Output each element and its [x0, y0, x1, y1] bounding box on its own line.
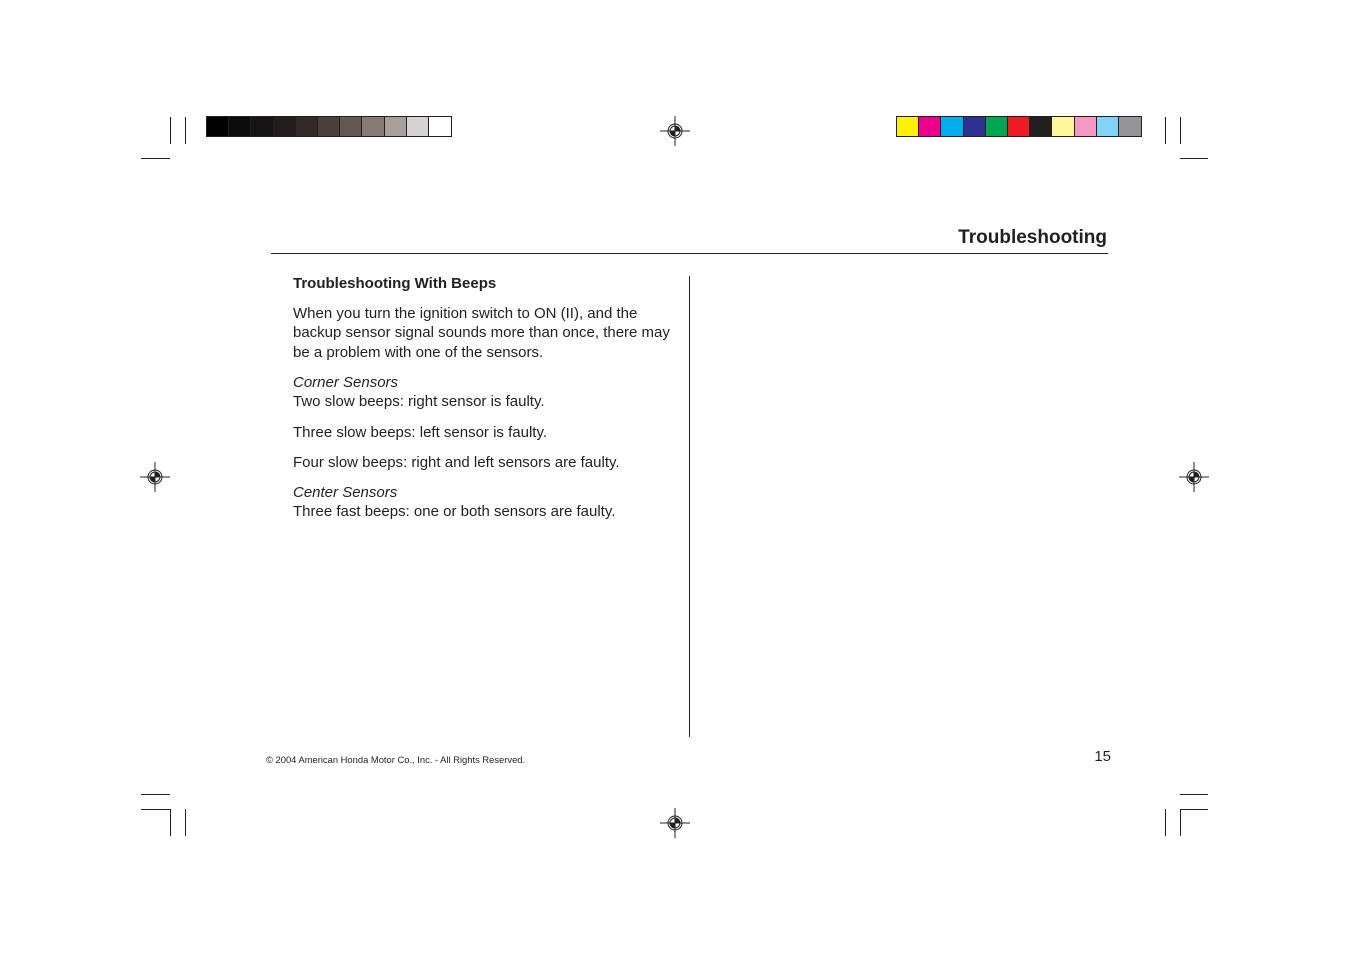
- color-swatch: [941, 117, 963, 136]
- color-swatch: [207, 117, 229, 136]
- crop-mark: [141, 794, 170, 795]
- color-swatch: [919, 117, 941, 136]
- crop-mark: [185, 117, 186, 144]
- color-swatch: [296, 117, 318, 136]
- color-swatch: [385, 117, 407, 136]
- color-swatch: [340, 117, 362, 136]
- corner-sensors-label: Corner Sensors: [293, 373, 399, 391]
- header-divider: [271, 253, 1108, 254]
- color-swatch: [1030, 117, 1052, 136]
- color-swatch: [1119, 117, 1141, 136]
- crop-mark: [141, 809, 170, 810]
- color-swatch: [429, 117, 451, 136]
- center-sensors-block: [293, 483, 678, 522]
- crop-mark: [170, 117, 171, 144]
- column-divider: [689, 276, 690, 737]
- crop-mark: [185, 809, 186, 836]
- color-swatch: [1075, 117, 1097, 136]
- section-title: Troubleshooting: [958, 227, 1107, 248]
- color-swatch: [229, 117, 251, 136]
- crop-mark: [1165, 809, 1166, 836]
- corner-sensors-line: Two slow beeps: right sensor is faulty.: [293, 393, 545, 411]
- crop-mark: [1180, 158, 1208, 159]
- color-swatch: [1008, 117, 1030, 136]
- color-swatch: [362, 117, 384, 136]
- crop-mark: [141, 158, 170, 159]
- color-swatch: [318, 117, 340, 136]
- copyright-notice: © 2004 American Honda Motor Co., Inc. - All Rights Reserved.: [266, 754, 526, 765]
- corner-sensors-line: Four slow beeps: right and left sensors are faulty.: [293, 453, 620, 471]
- crop-mark: [1180, 794, 1208, 795]
- main-content: [293, 274, 678, 532]
- grayscale-calibration-bar: [206, 116, 452, 137]
- crop-mark: [1180, 117, 1181, 144]
- color-swatch: [274, 117, 296, 136]
- corner-sensors-block: [293, 373, 678, 412]
- registration-mark-icon: [660, 808, 690, 838]
- color-calibration-bar: [896, 116, 1142, 137]
- color-swatch: [1052, 117, 1074, 136]
- content-heading: Troubleshooting With Beeps: [293, 275, 497, 292]
- registration-mark-icon: [660, 116, 690, 146]
- color-swatch: [897, 117, 919, 136]
- crop-mark: [1180, 809, 1181, 836]
- color-swatch: [251, 117, 273, 136]
- crop-mark: [170, 809, 171, 836]
- color-swatch: [1097, 117, 1119, 136]
- corner-sensors-line: Three slow beeps: left sensor is faulty.: [293, 423, 548, 441]
- center-sensors-line: Three fast beeps: one or both sensors are faulty.: [293, 503, 616, 521]
- center-sensors-label: Center Sensors: [293, 483, 398, 501]
- crop-mark: [1180, 809, 1208, 810]
- page-number: 15: [1094, 748, 1111, 765]
- crop-mark: [1165, 117, 1166, 144]
- registration-mark-icon: [140, 462, 170, 492]
- intro-paragraph: When you turn the ignition switch to ON (II), and the backup sensor signal sounds more than once, there may be a problem with one of the sensors.: [293, 304, 670, 361]
- color-swatch: [986, 117, 1008, 136]
- registration-mark-icon: [1179, 462, 1209, 492]
- color-swatch: [964, 117, 986, 136]
- color-swatch: [407, 117, 429, 136]
